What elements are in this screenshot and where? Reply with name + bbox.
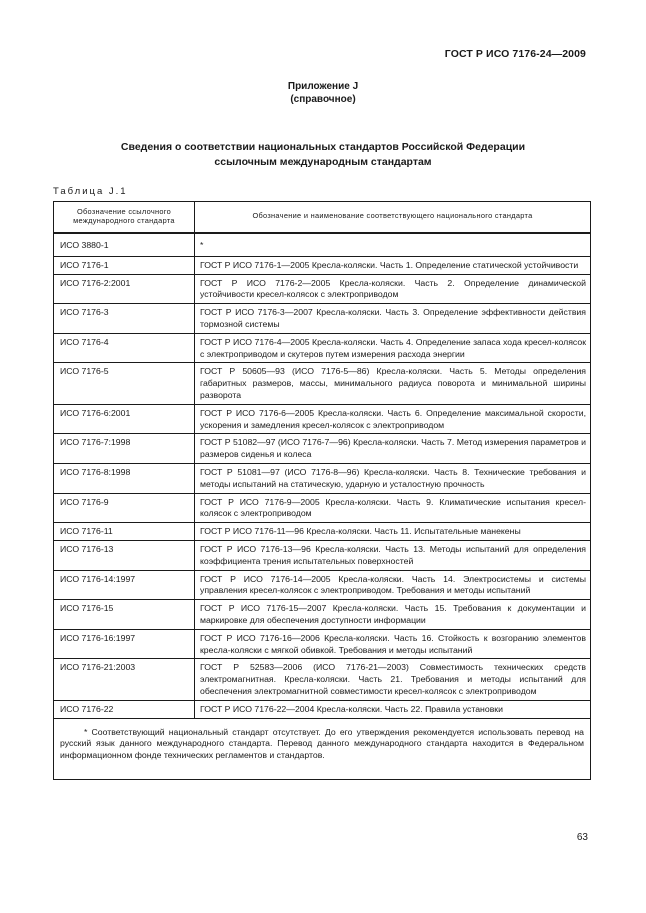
table-row [54,493,591,523]
international-standard-cell: ИСО 7176-5 [54,363,195,404]
international-standard-cell: ИСО 7176-11 [54,523,195,541]
international-standard-cell: ИСО 7176-7:1998 [54,434,195,464]
table-row [54,333,591,363]
table-row [54,256,591,274]
table-row [54,304,591,334]
international-standard-cell: ИСО 7176-1 [54,256,195,274]
table-row [54,629,591,659]
international-standard-cell: ИСО 7176-8:1998 [54,463,195,493]
national-standard-cell: ГОСТ Р ИСО 7176-1—2005 Кресла-коляски. Часть 1. Определение статической устойчивости [195,256,591,274]
national-standard-cell: ГОСТ Р ИСО 7176-22—2004 Кресла-коляски. Часть 22. Правила установки [195,700,591,718]
international-standard-cell: ИСО 7176-21:2003 [54,659,195,700]
reference-standards-table [53,201,591,780]
national-standard-cell: ГОСТ Р 50605—93 (ИСО 7176-5—86) Кресла-коляски. Часть 5. Методы определения габаритных размеров, массы, минимального радиуса поворота и минимальной ширины разворота [195,363,591,404]
national-standard-cell: ГОСТ Р ИСО 7176-16—2006 Кресла-коляски. Часть 16. Стойкость к возгоранию элементов кресла-коляски с мягкой обивкой. Требования и методы испытаний [195,629,591,659]
page-number: 63 [576,832,588,843]
national-standard-cell: ГОСТ Р ИСО 7176-13—96 Кресла-коляски. Часть 13. Методы испытаний для определения коэффициента трения испытательных поверхностей [195,540,591,570]
table-row [54,659,591,700]
national-standard-cell: ГОСТ Р ИСО 7176-3—2007 Кресла-коляски. Часть 3. Определение эффективности действия тормозной системы [195,304,591,334]
annex-title-block [0,80,646,106]
section-heading-line-1: Сведения о соответствии национальных стандартов Российской Федерации [120,141,526,153]
national-standard-cell: ГОСТ Р ИСО 7176-6—2005 Кресла-коляски. Часть 6. Определение максимальной скорости, ускорения и замедления кресел-колясок с электроприводом [195,404,591,434]
table-footnote-row [54,718,591,779]
table-row [54,274,591,304]
table-header-row [54,202,591,234]
column-header-national: Обозначение и наименование соответствующего национального стандарта [195,202,591,234]
international-standard-cell: ИСО 7176-22 [54,700,195,718]
section-heading [0,140,646,170]
annex-subtitle: (справочное) [290,94,356,105]
section-heading-line-2: ссылочным международным стандартам [214,156,432,168]
national-standard-cell: ГОСТ Р ИСО 7176-15—2007 Кресла-коляски. Часть 15. Требования к документации и маркировке для обеспечения доступности информации [195,600,591,630]
international-standard-cell: ИСО 7176-6:2001 [54,404,195,434]
table-row [54,233,591,256]
table-footnote: * Соответствующий национальный стандарт отсутствует. До его утверждения рекомендуется использовать перевод на русский язык данного международного стандарта. Перевод данного международного стандарта находится в Федеральном информационном фонде технических регламентов и стандартов. [54,718,591,779]
table-row [54,600,591,630]
international-standard-cell: ИСО 7176-15 [54,600,195,630]
national-standard-cell: ГОСТ Р ИСО 7176-14—2005 Кресла-коляски. Часть 14. Электросистемы и системы управления кресел-колясок с электроприводом. Требования и методы испытаний [195,570,591,600]
table-row [54,570,591,600]
national-standard-cell: * [195,233,591,256]
national-standard-cell: ГОСТ Р 51082—97 (ИСО 7176-7—96) Кресла-коляски. Часть 7. Метод измерения параметров и размеров сиденья и колеса [195,434,591,464]
table-row [54,540,591,570]
table-row [54,523,591,541]
national-standard-cell: ГОСТ Р 51081—97 (ИСО 7176-8—96) Кресла-коляски. Часть 8. Технические требования и методы испытаний на статическую, ударную и усталостную прочность [195,463,591,493]
annex-title: Приложение J [287,81,359,92]
table-row [54,434,591,464]
international-standard-cell: ИСО 7176-3 [54,304,195,334]
table-row [54,463,591,493]
international-standard-cell: ИСО 7176-16:1997 [54,629,195,659]
table-label: Таблица J.1 [53,186,128,197]
international-standard-cell: ИСО 7176-4 [54,333,195,363]
table-row [54,700,591,718]
international-standard-cell: ИСО 7176-14:1997 [54,570,195,600]
national-standard-cell: ГОСТ Р ИСО 7176-4—2005 Кресла-коляски. Часть 4. Определение запаса хода кресел-колясок с электроприводом и скутеров путем измерения расхода энергии [195,333,591,363]
column-header-international: Обозначение ссылочного международного стандарта [54,202,195,234]
international-standard-cell: ИСО 3880-1 [54,233,195,256]
international-standard-cell: ИСО 7176-2:2001 [54,274,195,304]
national-standard-cell: ГОСТ Р ИСО 7176-2—2005 Кресла-коляски. Часть 2. Определение динамической устойчивости кресел-колясок с электроприводом [195,274,591,304]
international-standard-cell: ИСО 7176-13 [54,540,195,570]
national-standard-cell: ГОСТ Р 52583—2006 (ИСО 7176-21—2003) Совместимость технических средств электромагнитная. Кресла-коляски. Часть 21. Требования и методы испытаний для обеспечения электромагнитной совместимости кресел-колясок с электроприводом [195,659,591,700]
table-row [54,404,591,434]
national-standard-cell: ГОСТ Р ИСО 7176-11—96 Кресла-коляски. Часть 11. Испытательные манекены [195,523,591,541]
national-standard-cell: ГОСТ Р ИСО 7176-9—2005 Кресла-коляски. Часть 9. Климатические испытания кресел-колясок с электроприводом [195,493,591,523]
international-standard-cell: ИСО 7176-9 [54,493,195,523]
document-code: ГОСТ Р ИСО 7176-24—2009 [444,48,586,60]
table-row [54,363,591,404]
